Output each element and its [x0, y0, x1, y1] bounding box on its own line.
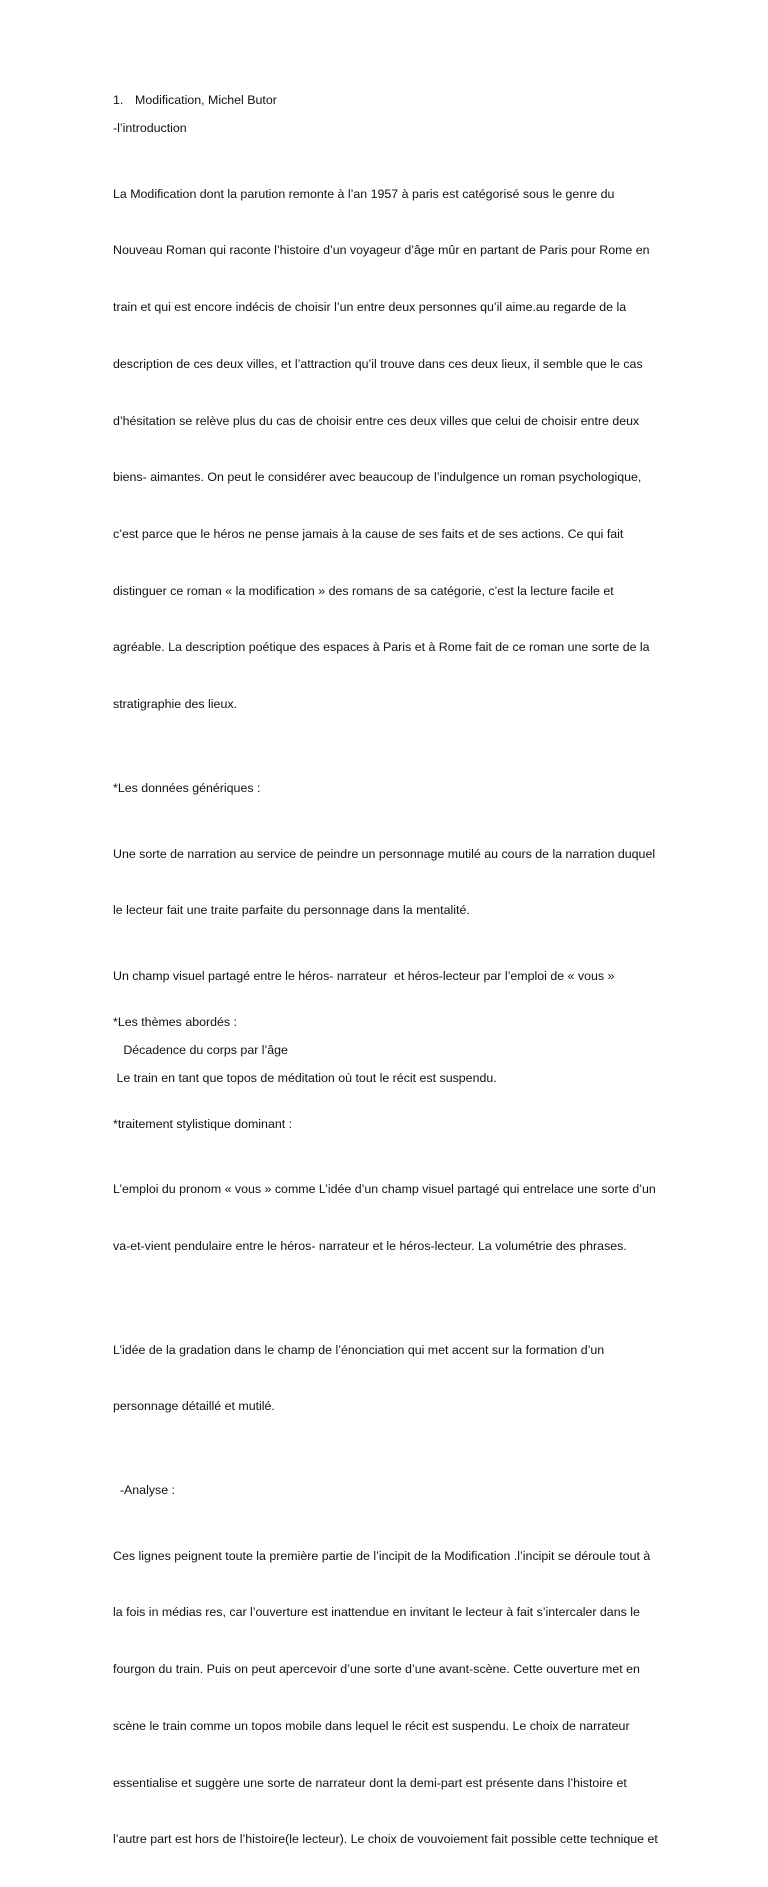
analysis-line: Ces lignes peignent toute la première partie de l’incipit de la Modification .l’incipit se déroule tout à	[113, 1548, 651, 1563]
heading	[113, 91, 693, 110]
intro-line: distinguer ce roman « la modification » des romans de sa catégorie, c’est la lecture facile et	[113, 583, 614, 598]
style-line: va-et-vient pendulaire entre le héros- narrateur et le héros-lecteur. La volumétrie des phrases.	[113, 1239, 627, 1254]
generic-paragraph-2: Un champ visuel partagé entre le héros- narrateur et héros-lecteur par l’emploi de « vous »	[113, 968, 615, 983]
themes-item-1: Décadence du corps par l’âge	[113, 1042, 288, 1057]
intro-line: Nouveau Roman qui raconte l’histoire d’un voyageur d’âge mûr en partant de Paris pour Rome en	[113, 243, 650, 258]
generic-line: le lecteur fait une traite parfaite du personnage dans la mentalité.	[113, 903, 470, 918]
intro-label: -l’introduction	[113, 120, 187, 135]
analysis-line: essentialise et suggère une sorte de narrateur dont la demi-part est présente dans l’histoire et	[113, 1775, 627, 1790]
document-page	[113, 91, 693, 1887]
generic-label: *Les données génériques :	[113, 780, 261, 795]
intro-line: La Modification dont la parution remonte à l’an 1957 à paris est catégorisé sous le genre du	[113, 186, 615, 201]
analysis-label: -Analyse :	[113, 1483, 175, 1497]
intro-line: biens- aimantes. On peut le considérer avec beaucoup de l’indulgence un roman psychologique,	[113, 470, 642, 485]
intro-paragraph	[113, 147, 693, 752]
analysis-line: la fois in médias res, car l’ouverture est inattendue en invitant le lecteur à fait s’intercaler dans le	[113, 1605, 640, 1620]
style-label: *traitement stylistique dominant :	[113, 1116, 293, 1131]
generic-paragraph-1	[113, 807, 693, 958]
intro-line: train et qui est encore indécis de choisir l’un entre deux personnes qu’il aime.au regarde de la	[113, 300, 627, 315]
analysis-paragraph	[113, 1509, 693, 1887]
style-paragraph-2	[113, 1303, 693, 1454]
themes-label: *Les thèmes abordés :	[113, 1014, 237, 1029]
intro-line: d’hésitation se relève plus du cas de choisir entre ces deux villes que celui de choisir entre deux	[113, 413, 640, 428]
intro-line: agréable. La description poétique des espaces à Paris et à Rome fait de ce roman une sorte de la	[113, 640, 650, 655]
intro-line: description de ces deux villes, et l’attraction qu’il trouve dans ces deux lieux, il semble que le cas	[113, 356, 643, 371]
themes-item-2: Le train en tant que topos de méditation où tout le récit est suspendu.	[113, 1070, 497, 1085]
style-paragraph-1	[113, 1143, 693, 1294]
style-line: L’idée de la gradation dans le champ de l’énonciation qui met accent sur la formation d’un	[113, 1342, 605, 1357]
analysis-line: l’autre part est hors de l’histoire(le lecteur). Le choix de vouvoiement fait possible cette technique et	[113, 1832, 658, 1847]
style-line: L’emploi du pronom « vous » comme L’idée d’un champ visuel partagé qui entrelace une sorte d’un	[113, 1182, 656, 1197]
intro-line: stratigraphie des lieux.	[113, 697, 237, 712]
style-line: personnage détaillé et mutilé.	[113, 1399, 275, 1414]
intro-line: c’est parce que le héros ne pense jamais à la cause de ses faits et de ses actions. Ce qui fait	[113, 526, 624, 541]
heading-number: 1.	[113, 93, 124, 107]
analysis-line: scène le train comme un topos mobile dans lequel le récit est suspendu. Le choix de narrateur	[113, 1718, 630, 1733]
generic-line: Une sorte de narration au service de peindre un personnage mutilé au cours de la narration duquel	[113, 846, 656, 861]
analysis-line: fourgon du train. Puis on peut apercevoir d’une sorte d’une avant-scène. Cette ouverture met en	[113, 1662, 640, 1677]
heading-title: Modification, Michel Butor	[135, 93, 277, 107]
